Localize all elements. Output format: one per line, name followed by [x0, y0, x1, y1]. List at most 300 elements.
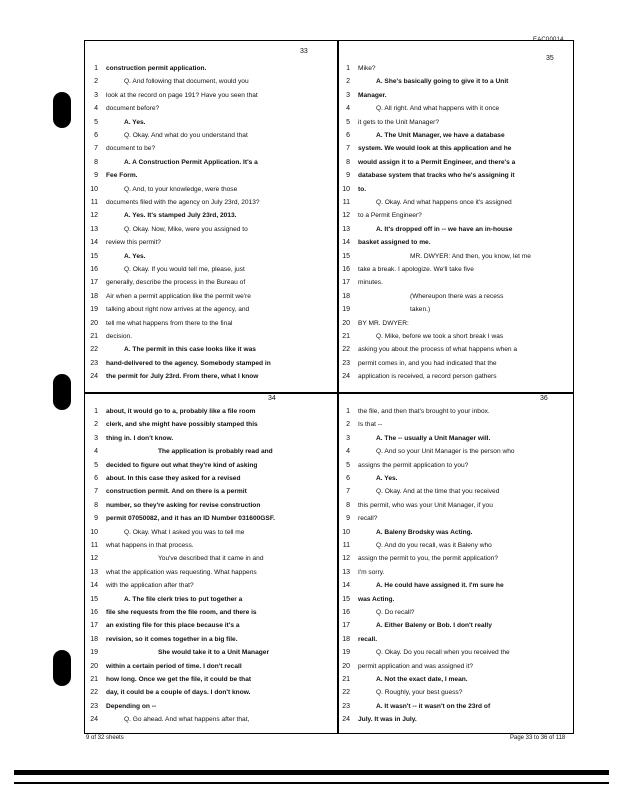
line-number: 1	[346, 65, 350, 72]
line-text: would assign it to a Permit Engineer, and there's a	[358, 158, 516, 166]
transcript-line	[88, 673, 334, 686]
scan-edge-bar	[14, 770, 609, 775]
line-number: 3	[346, 91, 350, 99]
line-number: 9	[346, 515, 350, 523]
transcript-line	[88, 405, 334, 418]
transcript-line	[340, 303, 572, 316]
line-number: 24	[90, 373, 98, 381]
line-text: basket assigned to me.	[358, 239, 431, 247]
line-number: 3	[94, 91, 98, 99]
sheet-count: 9 of 32 sheets	[86, 735, 124, 741]
line-number: 19	[90, 306, 98, 314]
binder-hole-top	[53, 92, 71, 128]
line-text: permit comes in, and you had indicated that the	[358, 359, 497, 367]
line-number: 18	[342, 635, 350, 643]
line-number: 10	[342, 528, 350, 536]
transcript-line	[340, 459, 572, 472]
line-number: 4	[346, 105, 350, 113]
line-number: 20	[342, 662, 350, 670]
line-text: documents filed with the agency on July 23rd, 2013?	[106, 199, 260, 206]
line-number: 14	[90, 239, 98, 247]
line-number: 2	[94, 421, 98, 429]
transcript-line	[88, 75, 334, 88]
line-number: 2	[346, 78, 350, 86]
line-number: 19	[342, 306, 350, 314]
transcript-line	[88, 700, 334, 713]
transcript-line	[88, 418, 334, 431]
line-number: 15	[90, 595, 98, 603]
transcript-line	[88, 357, 334, 370]
line-text: taken.)	[410, 306, 431, 314]
transcript-line	[340, 209, 572, 222]
line-text: permit 07050082, and it has an ID Number 031600GSF.	[106, 515, 275, 523]
transcript-line	[340, 539, 572, 552]
line-text: application is received, a record person gathers	[358, 373, 497, 381]
transcript-line	[88, 250, 334, 263]
line-number: 15	[342, 252, 350, 260]
line-text: A. The file clerk tries to put together a	[124, 595, 243, 603]
transcript-page-34	[88, 393, 334, 733]
line-text: Q. Okay. And at the time that you received	[376, 488, 500, 496]
page-range: Page 33 to 36 of 118	[510, 735, 566, 741]
transcript-line	[340, 579, 572, 592]
line-number: 24	[90, 716, 98, 724]
line-number: 7	[346, 145, 350, 153]
transcript-line	[88, 472, 334, 485]
line-text: Is that --	[358, 421, 383, 429]
line-number: 18	[90, 292, 98, 300]
line-text: Q. Okay. What I asked you was to tell me	[124, 528, 245, 536]
line-number: 24	[342, 716, 350, 724]
line-text: A. Not the exact date, I mean.	[376, 676, 468, 683]
line-number: 13	[90, 225, 98, 233]
transcript-line	[340, 686, 572, 699]
transcript-line	[88, 646, 334, 659]
transcript-line	[88, 142, 334, 155]
line-text: A. The -- usually a Unit Manager will.	[376, 434, 491, 442]
line-text: A. Baleny Brodsky was Acting.	[376, 528, 473, 536]
transcript-line	[340, 700, 572, 713]
line-text: system. We would look at this application and he	[358, 145, 512, 153]
line-text: Q. Okay. Do you recall when you received the	[376, 649, 510, 657]
column-divider	[337, 40, 339, 734]
line-number: 6	[94, 475, 98, 482]
transcript-line	[340, 89, 572, 102]
line-text: assigns the permit application to you?	[358, 461, 469, 469]
transcript-line	[340, 62, 572, 75]
line-number: 16	[90, 609, 98, 616]
line-text: assign the permit to you, the permit application?	[358, 555, 499, 563]
line-number: 21	[90, 676, 98, 683]
transcript-line	[340, 196, 572, 209]
transcript-line	[340, 250, 572, 263]
transcript-line	[88, 129, 334, 142]
line-number: 23	[342, 702, 350, 710]
line-number: 4	[94, 448, 98, 456]
transcript-line	[88, 209, 334, 222]
transcript-line	[340, 432, 572, 445]
transcript-line	[340, 223, 572, 236]
transcript-line	[88, 343, 334, 356]
line-text: clerk, and she might have possibly stamped this	[106, 421, 258, 429]
line-number: 23	[342, 359, 350, 367]
page-number: 33	[300, 48, 308, 55]
transcript-line	[88, 606, 334, 619]
line-number: 23	[90, 359, 98, 367]
transcript-line	[340, 418, 572, 431]
line-text: Q. Mike, before we took a short break I was	[376, 333, 504, 340]
line-number: 17	[90, 279, 98, 287]
scan-edge-line	[14, 782, 609, 784]
line-number: 10	[90, 185, 98, 193]
transcript-line	[340, 713, 572, 726]
transcript-line	[340, 75, 572, 88]
transcript-line	[88, 512, 334, 525]
transcript-line	[340, 499, 572, 512]
line-text: Air when a permit application like the permit we're	[106, 292, 251, 300]
line-number: 1	[94, 65, 98, 72]
line-text: minutes.	[358, 279, 383, 287]
line-text: A. Yes.	[124, 252, 146, 260]
transcript-page-36	[340, 393, 572, 733]
transcript-line	[88, 713, 334, 726]
line-number: 12	[342, 555, 350, 563]
transcript-line	[340, 236, 572, 249]
line-number: 9	[346, 172, 350, 180]
line-number: 16	[342, 609, 350, 616]
transcript-line	[340, 183, 572, 196]
line-number: 2	[346, 421, 350, 429]
transcript-line	[88, 263, 334, 276]
transcript-line	[88, 579, 334, 592]
line-text: Q. Go ahead. And what happens after that,	[124, 716, 250, 724]
line-number: 22	[90, 346, 98, 354]
transcript-line	[88, 236, 334, 249]
transcript-line	[88, 223, 334, 236]
line-text: how long. Once we get the file, it could be that	[106, 676, 252, 683]
line-number: 6	[94, 132, 98, 139]
transcript-line	[340, 606, 572, 619]
line-number: 15	[342, 595, 350, 603]
transcript-line	[340, 445, 572, 458]
line-number: 12	[342, 212, 350, 220]
line-number: 17	[342, 622, 350, 630]
transcript-line	[88, 102, 334, 115]
line-number: 24	[342, 373, 350, 381]
transcript-line	[88, 660, 334, 673]
line-text: A. She's basically going to give it to a Unit	[376, 78, 509, 86]
line-text: to.	[358, 185, 367, 193]
line-text: A. Yes.	[124, 118, 146, 126]
binder-hole-bottom	[53, 650, 71, 686]
transcript-line	[88, 485, 334, 498]
line-text: to a Permit Engineer?	[358, 212, 422, 220]
transcript-line	[340, 142, 572, 155]
line-number: 10	[342, 185, 350, 193]
line-number: 23	[90, 702, 98, 710]
line-number: 19	[90, 649, 98, 657]
transcript-line	[340, 129, 572, 142]
line-text: what happens in that process.	[106, 542, 194, 549]
line-number: 15	[90, 252, 98, 260]
line-number: 22	[90, 689, 98, 697]
line-number: 18	[342, 292, 350, 300]
transcript-line	[88, 686, 334, 699]
transcript-line	[88, 499, 334, 512]
line-text: review this permit?	[106, 239, 161, 247]
line-number: 18	[90, 635, 98, 643]
transcript-line	[340, 317, 572, 330]
line-number: 20	[342, 319, 350, 327]
line-text: A. Either Baleny or Bob. I don't really	[376, 622, 492, 630]
line-number: 5	[94, 118, 98, 126]
line-number: 3	[346, 434, 350, 442]
page-number: 34	[268, 395, 276, 402]
line-text: number, so they're asking for revise construction	[106, 501, 261, 509]
line-number: 8	[346, 501, 350, 509]
line-text: file she requests from the file room, and there is	[106, 609, 257, 616]
line-text: what the application was requesting. What happens	[106, 568, 257, 576]
transcript-line	[88, 445, 334, 458]
transcript-line	[340, 343, 572, 356]
transcript-line	[88, 619, 334, 632]
line-number: 1	[94, 408, 98, 415]
line-number: 8	[94, 501, 98, 509]
transcript-page-35	[340, 46, 572, 390]
line-number: 12	[90, 212, 98, 220]
line-number: 17	[90, 622, 98, 630]
line-text: A. Yes. It's stamped July 23rd, 2013.	[124, 212, 237, 220]
line-number: 21	[90, 333, 98, 340]
line-text: BY MR. DWYER:	[358, 319, 409, 327]
line-text: with the application after that?	[106, 582, 194, 590]
line-number: 7	[346, 488, 350, 496]
line-number: 14	[90, 582, 98, 590]
line-number: 1	[346, 408, 350, 415]
line-number: 16	[342, 266, 350, 273]
transcript-line	[340, 633, 572, 646]
line-text: MR. DWYER: And then, you know, let me	[410, 252, 531, 260]
transcript-line	[340, 102, 572, 115]
transcript-line	[88, 317, 334, 330]
transcript-line	[340, 276, 572, 289]
line-number: 9	[94, 172, 98, 180]
line-number: 14	[342, 239, 350, 247]
transcript-line	[88, 169, 334, 182]
transcript-line	[340, 619, 572, 632]
line-text: tell me what happens from there to the final	[106, 319, 233, 327]
line-text: Q. Okay. And what happens once it's assigned	[376, 199, 512, 206]
line-number: 19	[342, 649, 350, 657]
transcript-line	[88, 566, 334, 579]
transcript-line	[340, 156, 572, 169]
line-text: A. A Construction Permit Application. It's a	[124, 158, 258, 166]
line-number: 20	[90, 662, 98, 670]
line-text: Fee Form.	[106, 172, 138, 180]
line-text: about. In this case they asked for a revised	[106, 475, 241, 482]
line-text: Q. Okay. And what do you understand that	[124, 132, 248, 139]
transcript-line	[88, 459, 334, 472]
line-text: July. It was in July.	[358, 716, 417, 724]
transcript-line	[340, 357, 572, 370]
line-text: Q. Do recall?	[376, 609, 415, 616]
transcript-line	[340, 485, 572, 498]
line-text: hand-delivered to the agency. Somebody stamped in	[106, 359, 271, 367]
line-text: asking you about the process of what happens when a	[358, 346, 518, 354]
line-text: generally, describe the process in the Bureau of	[106, 279, 246, 287]
transcript-line	[88, 116, 334, 129]
line-text: A. The permit in this case looks like it was	[124, 346, 256, 354]
transcript-line	[88, 330, 334, 343]
page-number: 36	[540, 395, 548, 402]
transcript-line	[340, 526, 572, 539]
bates-number: EAC00014	[533, 37, 564, 43]
line-text: A. It's dropped off in -- we have an in-house	[376, 225, 513, 233]
line-number: 17	[342, 279, 350, 287]
transcript-line	[88, 89, 334, 102]
page-number: 35	[546, 55, 554, 62]
line-number: 12	[90, 555, 98, 563]
line-number: 10	[90, 528, 98, 536]
line-number: 22	[342, 689, 350, 697]
line-text: the permit for July 23rd. From there, what I know	[106, 373, 259, 381]
line-text: an existing file for this place because it's a	[106, 622, 240, 630]
transcript-line	[340, 660, 572, 673]
line-number: 13	[342, 225, 350, 233]
line-text: Q. Roughly, your best guess?	[376, 689, 463, 697]
line-text: You've described that it came in and	[158, 555, 264, 563]
line-number: 20	[90, 319, 98, 327]
transcript-line	[340, 116, 572, 129]
transcript-line	[88, 290, 334, 303]
transcript-line	[88, 552, 334, 565]
line-text: A. It wasn't -- it wasn't on the 23rd of	[376, 702, 491, 710]
line-number: 13	[342, 568, 350, 576]
line-number: 3	[94, 434, 98, 442]
line-text: construction permit application.	[106, 65, 207, 72]
binder-hole-middle	[53, 374, 71, 410]
line-text: document before?	[106, 105, 160, 113]
line-number: 8	[346, 158, 350, 166]
transcript-line	[340, 566, 572, 579]
line-text: Q. Okay. If you would tell me, please, just	[124, 266, 245, 273]
transcript-line	[340, 593, 572, 606]
transcript-line	[340, 169, 572, 182]
line-text: day, it could be a couple of days. I don't know.	[106, 689, 251, 697]
transcript-line	[88, 303, 334, 316]
line-text: document to be?	[106, 145, 156, 153]
line-number: 4	[346, 448, 350, 456]
line-text: it gets to the Unit Manager?	[358, 118, 440, 126]
transcript-line	[340, 290, 572, 303]
line-number: 11	[342, 542, 350, 549]
line-number: 5	[346, 118, 350, 126]
transcript-line	[88, 526, 334, 539]
line-text: revision, so it comes together in a big file.	[106, 635, 238, 643]
line-text: She would take it to a Unit Manager	[158, 649, 270, 657]
line-text: was Acting.	[358, 595, 395, 603]
line-text: Q. Okay. Now, Mike, were you assigned to	[124, 225, 248, 233]
line-text: thing in. I don't know.	[106, 434, 174, 442]
line-text: A. He could have assigned it. I'm sure he	[376, 582, 504, 590]
line-number: 6	[346, 475, 350, 482]
transcript-line	[88, 196, 334, 209]
line-text: Mike?	[358, 65, 376, 72]
transcript-line	[88, 633, 334, 646]
line-text: about, it would go to a, probably like a file room	[106, 408, 256, 415]
transcript-line	[88, 539, 334, 552]
line-number: 9	[94, 515, 98, 523]
line-text: construction permit. And on there is a permit	[106, 488, 247, 496]
line-text: A. Yes.	[376, 475, 398, 482]
line-text: decision.	[106, 333, 133, 340]
transcript-line	[88, 62, 334, 75]
line-text: Manager.	[358, 91, 387, 99]
line-text: take a break. I apologize. We'll take five	[358, 266, 474, 273]
transcript-line	[88, 432, 334, 445]
line-number: 8	[94, 158, 98, 166]
line-number: 22	[342, 346, 350, 354]
transcript-line	[340, 552, 572, 565]
line-text: Q. And do you recall, was it Baleny who	[376, 542, 492, 549]
line-number: 11	[90, 199, 98, 206]
line-text: Q. And following that document, would you	[124, 78, 249, 86]
line-text: permit application and was assigned it?	[358, 662, 474, 670]
line-number: 7	[94, 488, 98, 496]
line-text: Q. And, to your knowledge, were those	[124, 185, 238, 193]
line-number: 7	[94, 145, 98, 153]
line-text: Depending on --	[106, 702, 157, 710]
line-text: A. The Unit Manager, we have a database	[376, 132, 505, 139]
line-number: 11	[90, 542, 98, 549]
transcript-line	[88, 156, 334, 169]
line-number: 6	[346, 132, 350, 139]
line-text: this permit, who was your Unit Manager, if you	[358, 501, 493, 509]
transcript-line	[340, 673, 572, 686]
transcript-line	[340, 370, 572, 383]
transcript-line	[88, 276, 334, 289]
transcript-line	[340, 512, 572, 525]
line-text: (Whereupon there was a recess	[410, 292, 504, 300]
line-text: talking about right now arrives at the agency, and	[106, 306, 250, 314]
transcript-line	[340, 263, 572, 276]
transcript-page-33	[88, 46, 334, 390]
line-text: decided to figure out what they're kind of asking	[106, 461, 258, 469]
line-number: 5	[94, 461, 98, 469]
line-number: 5	[346, 461, 350, 469]
transcript-line	[340, 646, 572, 659]
line-text: The application is probably read and	[158, 448, 273, 456]
line-number: 21	[342, 333, 350, 340]
line-number: 2	[94, 78, 98, 86]
line-number: 21	[342, 676, 350, 683]
line-number: 4	[94, 105, 98, 113]
line-number: 14	[342, 582, 350, 590]
line-number: 16	[90, 266, 98, 273]
line-text: recall.	[358, 635, 378, 643]
line-number: 13	[90, 568, 98, 576]
line-text: database system that tracks who he's assigning it	[358, 172, 515, 180]
line-text: recall?	[358, 515, 378, 523]
line-text: within a certain period of time. I don't recall	[106, 662, 242, 670]
transcript-line	[88, 593, 334, 606]
line-text: Q. And so your Unit Manager is the person who	[376, 448, 515, 456]
line-text: look at the record on page 191? Have you seen that	[106, 91, 258, 99]
line-text: I'm sorry.	[358, 568, 385, 576]
line-text: the file, and then that's brought to your inbox.	[358, 408, 490, 415]
transcript-line	[88, 183, 334, 196]
line-number: 11	[342, 199, 350, 206]
